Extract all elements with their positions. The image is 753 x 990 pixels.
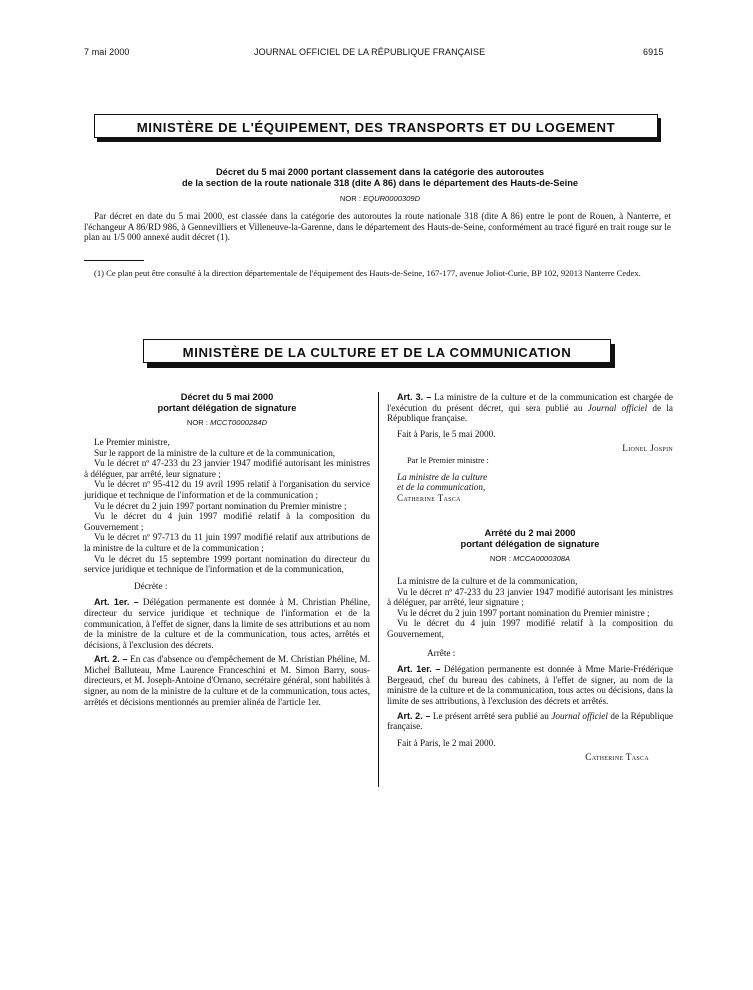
paragraph: Vu le décret nº 97-713 du 11 juin 1997 modifié relatif aux attributions de la ministre de la culture et de la communication ;	[84, 532, 370, 553]
article-label: Art. 1er. –	[94, 597, 139, 608]
header-page-number: 6915	[643, 47, 664, 57]
nor-code: MCCA0000308A	[513, 554, 571, 563]
article-text: Délégation permanente est donnée à M. Christian Phéline, directeur du service juridique et technique de l'information et de la communication, à l'effet de signer, dans la limite de ses attributions et au nom de la ministre de la culture et de la communication, tous actes, arrêtés et décisions, à l'exclusion des décrets.	[84, 597, 371, 650]
decree-culture-body	[84, 437, 370, 707]
article-text: Délégation permanente est donnée à Mme Marie-Frédérique Bergeaud, chef du bureau des cabinets, à l'effet de signer, au nom de la ministre de la culture et de la communication, tous actes ou décisions, dans la limite de ses attributions, à l'exclusion des décrets et arrêtés.	[387, 664, 673, 706]
by-line: Par le Premier ministre :	[407, 455, 489, 465]
article-label: Art. 3. –	[397, 392, 432, 402]
decree-culture-title-line-1: Décret du 5 mai 2000	[180, 392, 274, 402]
footnote-divider	[84, 260, 144, 261]
article-1	[387, 664, 673, 706]
ministry-heading-equipement: MINISTÈRE DE L'ÉQUIPEMENT, DES TRANSPORTS ET DU LOGEMENT	[94, 114, 658, 138]
minister-role: La ministre de la culture	[397, 471, 488, 482]
done-at: Fait à Paris, le 5 mai 2000.	[397, 428, 496, 439]
nor-code: EQUR0000309D	[363, 194, 421, 203]
signer-name: Lionel Jospin	[622, 443, 673, 454]
decree-culture-continued	[387, 392, 673, 503]
footnote-text: (1) Ce plan peut être consulté à la direction départementale de l'équipement des Hauts-de-Seine, 167-177, avenue Joliot-Curie, BP 102, 92013 Nanterre Cedex.	[94, 268, 641, 278]
decree-title-line-1: Décret du 5 mai 2000 portant classement dans la catégorie des autoroutes	[215, 167, 545, 177]
header-date: 7 mai 2000	[84, 47, 130, 57]
nor-label: NOR :	[339, 194, 361, 203]
article-label: Art. 2. –	[397, 710, 431, 721]
nor-reference	[387, 554, 673, 563]
article-text: Le présent arrêté sera publié au	[432, 710, 549, 721]
paragraph: Vu le décret du 4 juin 1997 modifié relatif à la composition du Gouvernement,	[387, 618, 673, 639]
paragraph: Vu le décret du 4 juin 1997 modifié relatif à la composition du Gouvernement ;	[84, 511, 370, 532]
decree-title	[90, 167, 670, 189]
article-label: Art. 2. –	[94, 654, 128, 665]
paragraph: Vu le décret nº 47-233 du 23 janvier 1947 modifié autorisant les ministres à déléguer, par arrêté, leur signature ;	[84, 458, 370, 479]
article-text: En cas d'absence ou d'empêchement de M. Christian Phéline, M. Michel Balluteau, Mme Laurence Franceschini et M. Simon Barry, sous-directeurs, et M. Joseph-Antoine d'Ornano, secrétaire général, sont habilités à signer, au nom de la ministre de la culture et de la communication, tous actes, arrêtés et décisions mentionnés au premier alinéa de l'article 1er.	[84, 654, 371, 707]
paragraph: Sur le rapport de la ministre de la culture et de la communication,	[94, 447, 336, 458]
decree-culture-title	[84, 392, 370, 414]
minister-name: Catherine Tasca	[397, 492, 461, 503]
column-divider	[378, 392, 379, 787]
paragraph: Vu le décret nº 47-233 du 23 janvier 1947 modifié autorisant les ministres à déléguer, par arrêté, leur signature ;	[387, 586, 673, 608]
nor-code: MCCT0000284D	[210, 418, 268, 427]
nor-reference	[84, 418, 370, 427]
article-2	[84, 654, 370, 707]
nor-label: NOR :	[186, 418, 208, 427]
arrete-title	[387, 528, 673, 550]
paragraph: Vu le décret du 2 juin 1997 portant nomination du Premier ministre ;	[397, 607, 650, 618]
article-label: Art. 1er. –	[397, 664, 441, 675]
paragraph: Vu le décret du 2 juin 1997 portant nomination du Premier ministre ;	[94, 500, 347, 511]
arrete-body	[387, 576, 673, 763]
article-2	[387, 711, 673, 732]
nor-reference	[90, 194, 670, 203]
decrete-word: Décrète :	[134, 580, 168, 591]
signer-name: Catherine Tasca	[585, 752, 649, 763]
article-text-end: de la République française.	[387, 710, 674, 732]
minister-role: et de la communication,	[397, 482, 486, 493]
paragraph: Vu le décret nº 95-412 du 19 avril 1995 relatif à l'organisation du service juridique et technique de l'information et de la communication ;	[84, 479, 370, 500]
article-text-end: de la République française.	[387, 402, 674, 424]
arrete-title-line-2: portant délégation de signature	[460, 539, 600, 549]
article-text: La ministre de la culture et de la communication est chargée de l'exécution du présent décret, qui sera publié au	[387, 392, 674, 413]
arrete-word: Arrête :	[427, 647, 456, 658]
done-at: Fait à Paris, le 2 mai 2000.	[397, 737, 496, 748]
paragraph: La ministre de la culture et de la communication,	[397, 576, 578, 586]
paragraph: Vu le décret du 15 septembre 1999 portant nomination du directeur du service juridique et technique de l'information et de la communication,	[84, 553, 370, 575]
arrete-title-line-1: Arrêté du 2 mai 2000	[484, 528, 576, 538]
journal-officiel: Journal officiel	[587, 402, 648, 413]
decree-title-line-2: de la section de la route nationale 318 (dite A 86) dans le département des Hauts-de-Seine	[181, 178, 579, 188]
journal-officiel: Journal officiel	[551, 710, 608, 721]
header-journal-title: JOURNAL OFFICIEL DE LA RÉPUBLIQUE FRANÇAISE	[254, 47, 486, 57]
decree-body-paragraph: Par décret en date du 5 mai 2000, est classée dans la catégorie des autoroutes la route nationale 318 (dite A 86) entre le pont de Rouen, à Nanterre, et l'échangeur A 86/RD 986, à Gennevilliers et Villeneuve-la-Garenne, dans le département des Hauts-de-Seine, conformément au tracé figuré en trait rouge sur le plan au 1/5 000 annexé audit décret (1).	[84, 211, 671, 243]
paragraph: Le Premier ministre,	[94, 437, 170, 447]
article-1	[84, 597, 370, 650]
nor-label: NOR :	[489, 554, 511, 563]
footnote	[84, 268, 671, 279]
decree-body	[84, 211, 671, 243]
decree-culture-title-line-2: portant délégation de signature	[157, 403, 297, 413]
article-3	[387, 392, 673, 424]
ministry-heading-culture: MINISTÈRE DE LA CULTURE ET DE LA COMMUNICATION	[143, 339, 611, 363]
